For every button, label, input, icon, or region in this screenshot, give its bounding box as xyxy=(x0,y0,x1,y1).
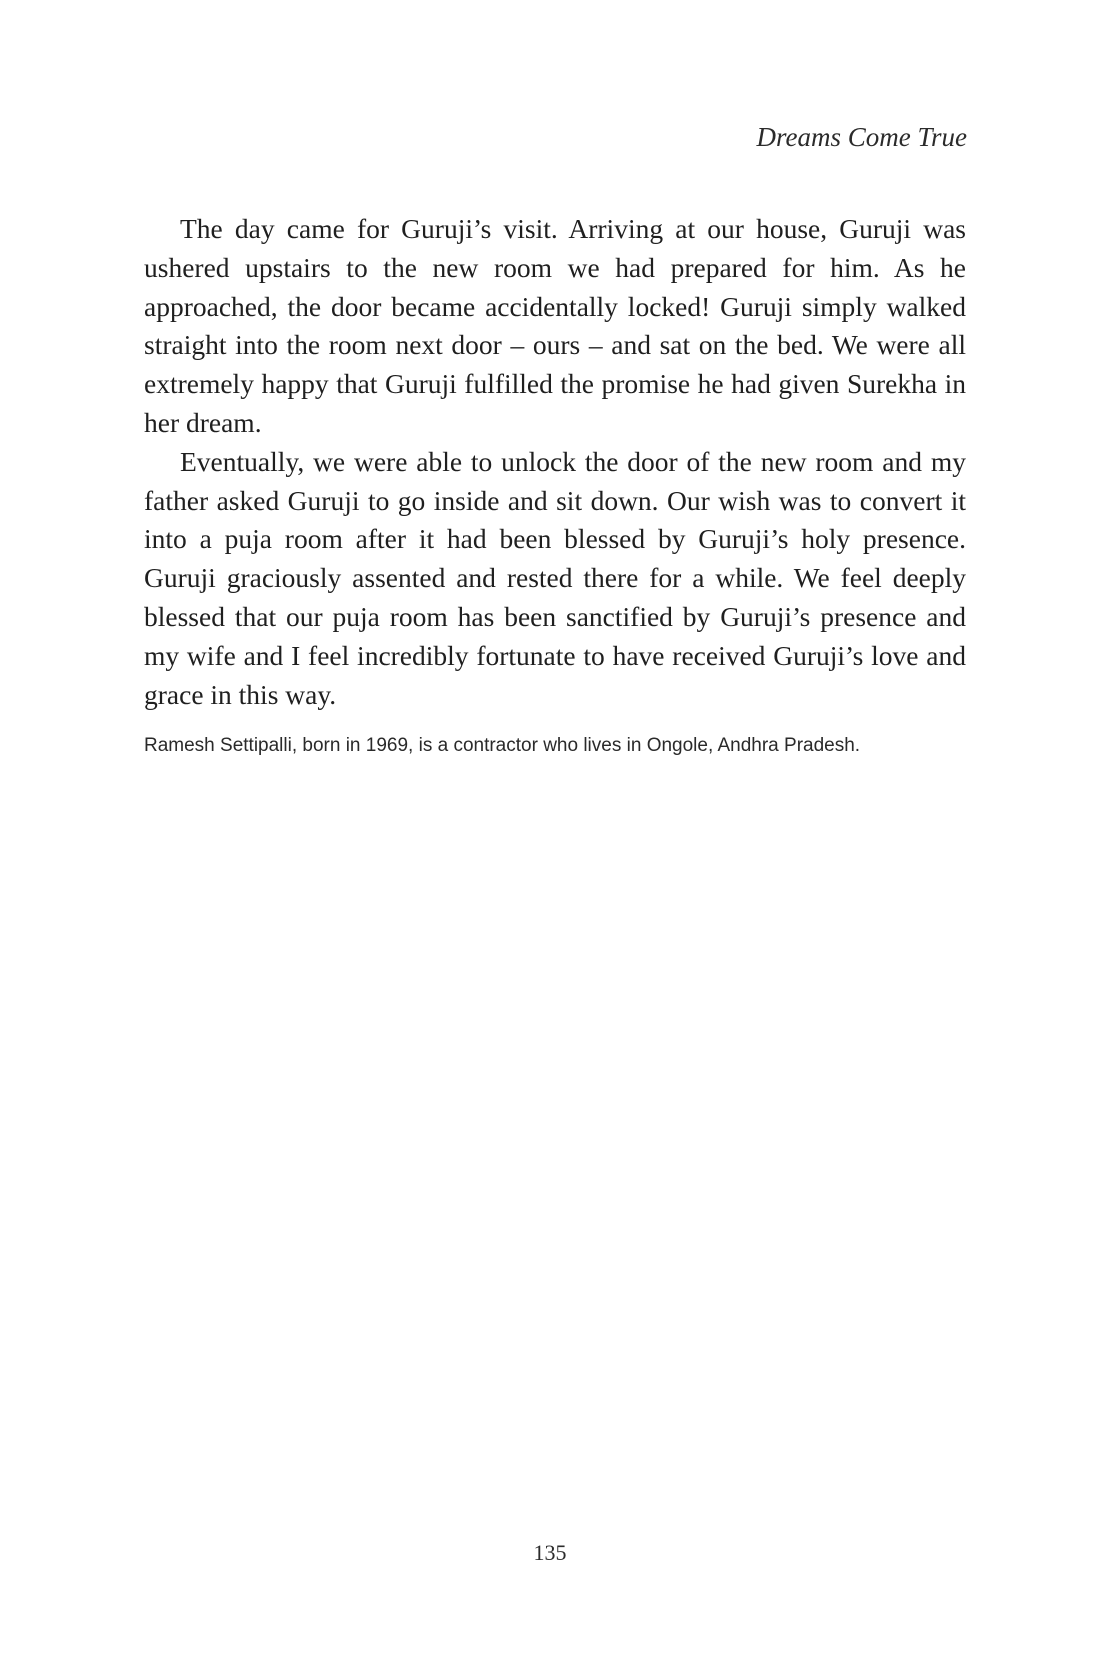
running-head-title: Dreams Come True xyxy=(756,122,967,152)
paragraph-1: The day came for Guruji’s visit. Arriving at our house, Guruji was ushered upstairs to the new room we had prepared for him. As he approached, the door became accidentally locked! Guruji simply walked straight into the room next door – ours – and sat on the bed. We were all extremely happy that Guruji fulfilled the promise he had given Surekha in her dream. xyxy=(144,213,966,438)
page-number: 135 xyxy=(533,1540,567,1565)
story-body xyxy=(144,210,966,714)
paragraph-2: Eventually, we were able to unlock the door of the new room and my father asked Guruji to go inside and sit down. Our wish was to convert it into a puja room after it had been blessed by Guruji’s holy presence. Guruji graciously assented and rested there for a while. We feel deeply blessed that our puja room has been sanctified by Guruji’s presence and my wife and I feel incredibly fortunate to have received Guruji’s love and grace in this way. xyxy=(144,445,966,710)
author-bio-note: Ramesh Settipalli, born in 1969, is a contractor who lives in Ongole, Andhra Pradesh. xyxy=(144,735,861,756)
